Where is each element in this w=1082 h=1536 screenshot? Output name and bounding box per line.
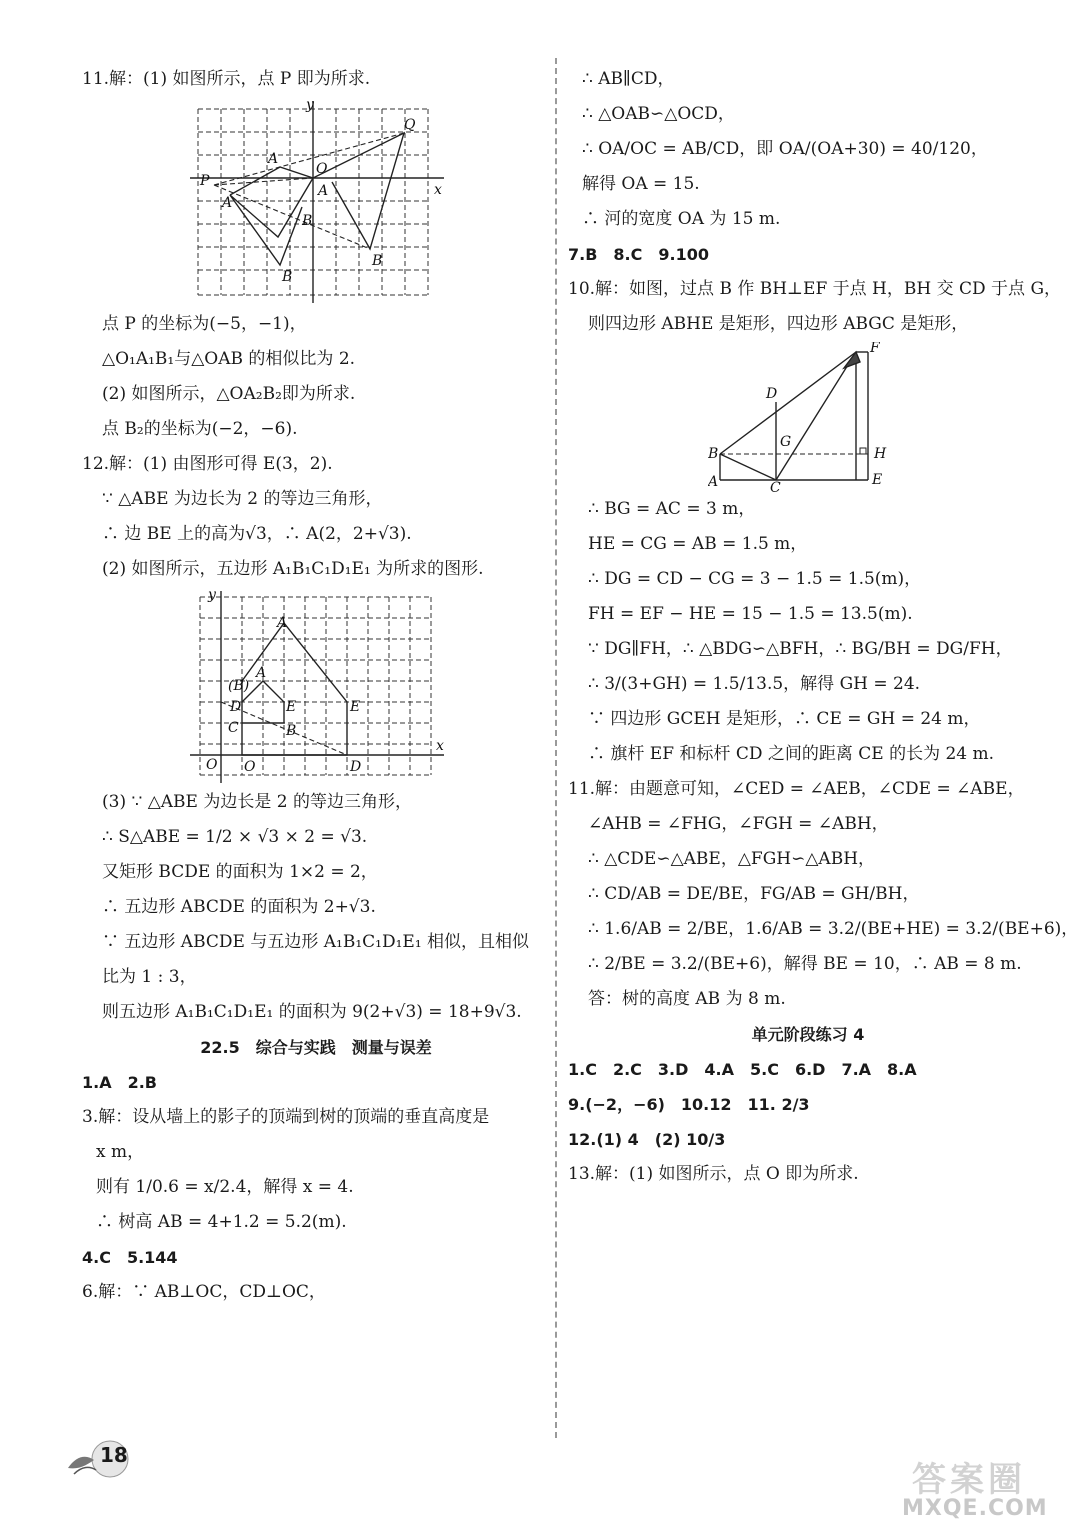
p11r-l1: ∠AHB = ∠FHG，∠FGH = ∠ABH， — [588, 814, 889, 834]
p10-l3: HE = CG = AB = 1.5 m， — [588, 534, 808, 554]
fig2-y-label: y — [208, 587, 216, 603]
p11-head: 11.解：(1) 如图所示，点 P 即为所求. — [82, 69, 371, 89]
unit-p13-head: 13.解：(1) 如图所示，点 O 即为所求. — [568, 1164, 859, 1184]
fig1-y-label: y — [306, 97, 314, 113]
fig3-C-label: C — [770, 480, 781, 492]
figure-coordinate-grid-1 — [182, 97, 450, 307]
answers-7-9: 7.B 8.C 9.100 — [568, 245, 709, 264]
fig3-F-label: F — [870, 342, 880, 356]
fig2-D-label: D — [230, 699, 242, 715]
r4: 解得 OA = 15. — [582, 174, 700, 194]
p11-l1: 点 P 的坐标为(−5，−1)， — [102, 314, 307, 334]
p10-l1: 则四边形 ABHE 是矩形，四边形 ABGC 是矩形， — [588, 314, 969, 334]
p11-l4: 点 B₂的坐标为(−2，−6). — [102, 419, 298, 439]
fig1-A2-label: A — [268, 151, 279, 167]
p10-l4: ∴ DG = CD − CG = 3 − 1.5 = 1.5(m)， — [588, 569, 922, 589]
fig1-Q-label: Q — [404, 117, 416, 133]
r3: ∴ OA/OC = AB/CD，即 OA/(OA+30) = 40/120， — [582, 139, 988, 159]
p11r-l6: 答：树的高度 AB 为 8 m. — [588, 989, 786, 1009]
p12b-l4: ∴ 五边形 ABCDE 的面积为 2+√3. — [102, 897, 376, 917]
p10-l9: ∴ 旗杆 EF 和标杆 CD 之间的距离 CE 的长为 24 m. — [588, 744, 995, 764]
p10-head: 10.解：如图，过点 B 作 BH⊥EF 于点 H，BH 交 CD 于点 G， — [568, 279, 1062, 299]
fig2-O-label: O — [206, 757, 218, 773]
p10-l2: ∴ BG = AC = 3 m， — [588, 499, 756, 519]
figure-flagpole — [708, 342, 908, 492]
fig3-D-label: D — [766, 386, 778, 402]
p11r-l3: ∴ CD/AB = DE/BE，FG/AB = GH/BH， — [588, 884, 920, 904]
fig1-P-label: P — [200, 173, 210, 189]
page-number: 18 — [100, 1443, 128, 1467]
fig2-A-label: A — [256, 665, 267, 681]
fig3-A-label: A — [708, 474, 719, 490]
fig1-O-label: O — [316, 161, 328, 177]
p12b-l5: ∵ 五边形 ABCDE 与五边形 A₁B₁C₁D₁E₁ 相似，且相似 — [102, 932, 530, 952]
p12-head: 12.解：(1) 由图形可得 E(3，2). — [82, 454, 333, 474]
fig2-B-label: (B) — [228, 678, 250, 694]
fig3-G-label: G — [780, 434, 792, 450]
p10-l6: ∵ DG∥FH，∴ △BDG∽△BFH，∴ BG/BH = DG/FH， — [588, 639, 1013, 659]
p10-l8: ∵ 四边形 GCEH 是矩形，∴ CE = GH = 24 m， — [588, 709, 981, 729]
watermark-site: MXQE.COM — [902, 1496, 1048, 1521]
p3-l3: ∴ 树高 AB = 4+1.2 = 5.2(m). — [96, 1212, 347, 1232]
p11r-head: 11.解：由题意可知，∠CED = ∠AEB，∠CDE = ∠ABE， — [568, 779, 1025, 799]
unit-answers-9-11: 9.(−2，−6) 10.12 11. 2/3 — [568, 1095, 810, 1114]
p12b-l2: ∴ S△ABE = 1/2 × √3 × 2 = √3. — [102, 827, 368, 847]
fig3-H-label: H — [874, 446, 887, 462]
r5: ∴ 河的宽度 OA 为 15 m. — [582, 209, 781, 229]
p3-l1: x m， — [96, 1142, 145, 1162]
p11r-l5: ∴ 2/BE = 3.2/(BE+6)，解得 BE = 10，∴ AB = 8 m. — [588, 954, 1022, 974]
fig1-A1-label: A — [222, 195, 233, 211]
p10-l5: FH = EF − HE = 15 − 1.5 = 13.5(m). — [588, 604, 913, 624]
fig2-E1-label: E — [350, 699, 361, 715]
p12-l2: ∴ 边 BE 上的高为√3，∴ A(2，2+√3). — [102, 524, 412, 544]
fig3-E-label: E — [872, 472, 883, 488]
fig1-B1-label: B — [282, 269, 293, 285]
unit-answers-12: 12.(1) 4 (2) 10/3 — [568, 1130, 726, 1149]
p11-l3: (2) 如图所示，△OA₂B₂即为所求. — [102, 384, 356, 404]
fig2-D1-label: D — [350, 759, 362, 775]
unit-answers-1-8: 1.C 2.C 3.D 4.A 5.C 6.D 7.A 8.A — [568, 1060, 917, 1079]
answers-4-5: 4.C 5.144 — [82, 1248, 178, 1267]
right-column — [568, 62, 1079, 1192]
p6-head: 6.解：∵ AB⊥OC，CD⊥OC， — [82, 1282, 326, 1302]
fig2-C-label: C — [228, 720, 239, 736]
left-column — [82, 62, 550, 1310]
figure-coordinate-grid-2 — [182, 587, 450, 785]
p12b-l3: 又矩形 BCDE 的面积为 1×2 = 2， — [102, 862, 378, 882]
p12b-l6: 比为 1 : 3， — [102, 967, 197, 987]
p12b-l7: 则五边形 A₁B₁C₁D₁E₁ 的面积为 9(2+√3) = 18+9√3. — [102, 1002, 522, 1022]
fig2-O1-label: O — [244, 759, 256, 775]
unit-title: 单元阶段练习 4 — [751, 1025, 865, 1044]
p3-l2: 则有 1/0.6 = x/2.4，解得 x = 4. — [96, 1177, 354, 1197]
fig2-B1-label: B — [286, 723, 297, 739]
p11r-l2: ∴ △CDE∽△ABE，△FGH∽△ABH， — [588, 849, 876, 869]
watermark-title: 答案圈 — [912, 1460, 1026, 1500]
r1: ∴ AB∥CD， — [582, 69, 675, 89]
column-divider — [555, 58, 557, 1438]
answers-1-2: 1.A 2.B — [82, 1073, 158, 1092]
section-title: 22.5 综合与实践 测量与误差 — [200, 1038, 432, 1057]
fig3-B-label: B — [708, 446, 719, 462]
p12-l1: ∵ △ABE 为边长为 2 的等边三角形， — [102, 489, 383, 509]
p12b-l1: (3) ∵ △ABE 为边长是 2 的等边三角形， — [102, 792, 412, 812]
p11-l2: △O₁A₁B₁与△OAB 的相似比为 2. — [102, 349, 356, 369]
fig2-E-label: E — [286, 699, 297, 715]
p12-l3: (2) 如图所示，五边形 A₁B₁C₁D₁E₁ 为所求的图形. — [102, 559, 484, 579]
p3-head: 3.解：设从墙上的影子的顶端到树的顶端的垂直高度是 — [82, 1107, 490, 1127]
fig1-x-label: x — [434, 182, 442, 198]
fig2-A1-label: A — [277, 615, 288, 631]
fig1-B2-label: B — [372, 253, 383, 269]
r2: ∴ △OAB∽△OCD， — [582, 104, 735, 124]
p11r-l4: ∴ 1.6/AB = 2/BE，1.6/AB = 3.2/(BE+HE) = 3.2/(BE+6)， — [588, 919, 1079, 939]
fig1-B-label: B — [302, 213, 313, 229]
p10-l7: ∴ 3/(3+GH) = 1.5/13.5，解得 GH = 24. — [588, 674, 921, 694]
fig2-x-label: x — [436, 738, 444, 754]
fig1-A-label: A — [318, 183, 329, 199]
